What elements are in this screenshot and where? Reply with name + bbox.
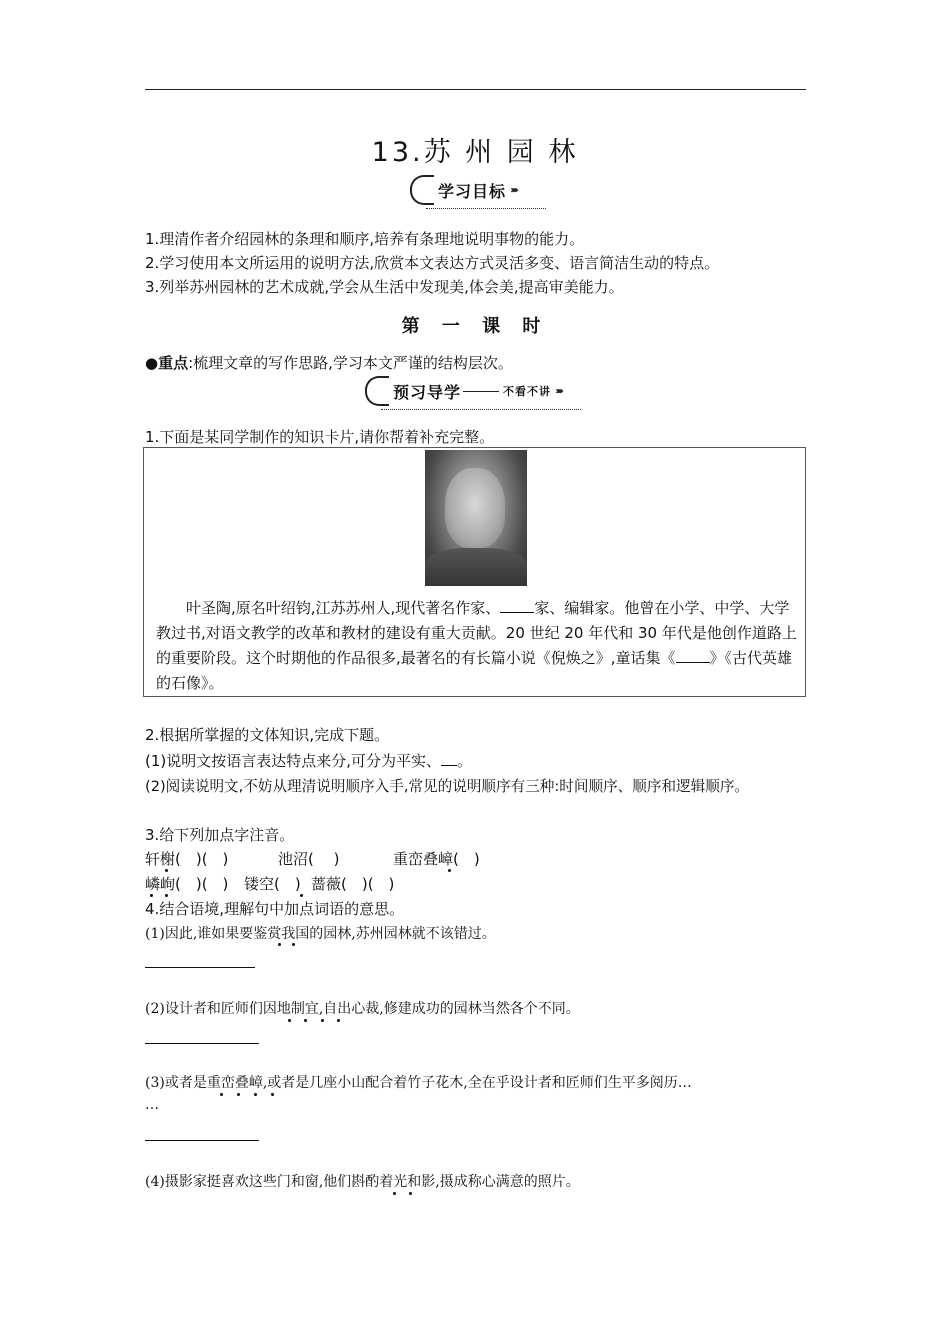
goals-banner-label: 学习目标	[438, 181, 507, 201]
goal-item: 3.列举苏州园林的艺术成就,学会从生活中发现美,体会美,提高审美能力。	[145, 278, 624, 296]
chevron-arrows-icon: ››››››	[510, 184, 517, 196]
chevron-arrows-icon: ››››››	[555, 385, 562, 397]
card-text: 叶圣陶,原名叶绍钧,江苏苏州人,现代著名作家、 家、编辑家。他曾在小学、中学、大学教过书,对语文教学的改革和教材的建设有重大贡献。20 世纪 20 年代和 30 年代是他创作道路上的重要阶段。这个时期他的作品很多,最著名的有长篇小说《倪焕之》,童话集《 》《古代英雄的石像》。	[156, 599, 797, 692]
focus-line	[145, 352, 513, 373]
period-title: 第 一 课 时	[401, 316, 549, 337]
q1-prompt: 1.下面是某同学制作的知识卡片,请你帮着补充完整。	[145, 428, 495, 446]
preview-banner-sub: 不看不讲	[503, 385, 552, 398]
emphasis-dot	[337, 1019, 340, 1022]
q4-item: (4)摄影家挺喜欢这些门和窗,他们斟酌着光和影,摄成称心满意的照片。	[145, 1174, 580, 1190]
pinyin-item: 重峦叠嶂( )	[393, 850, 480, 868]
emphasis-dot	[292, 943, 295, 946]
q2-sub1: (1)说明文按语言表达特点来分,可分为平实、 。	[145, 752, 473, 770]
pinyin-item: 嶙峋( )( )	[145, 875, 229, 893]
q4-item: (3)或者是重峦叠嶂,或者是几座小山配合着竹子花木,全在乎设计者和匠师们生平多阅历…	[145, 1075, 692, 1091]
emphasis-dot	[304, 1019, 307, 1022]
fill-blank[interactable]	[676, 648, 710, 663]
emphasis-dot	[254, 1093, 257, 1096]
goal-item: 1.理清作者介绍园林的条理和顺序,培养有条理地说明事物的能力。	[145, 230, 585, 248]
portrait-body	[425, 548, 527, 586]
emphasis-dot	[448, 869, 451, 872]
header-rule	[145, 89, 806, 90]
preview-banner	[365, 376, 561, 406]
pinyin-item: 池沼( )	[278, 850, 340, 868]
focus-text: :梳理文章的写作思路,学习本文严谨的结构层次。	[188, 354, 513, 372]
banner-underline	[381, 409, 581, 410]
banner-cap-icon	[365, 376, 389, 406]
goals-banner	[410, 175, 516, 205]
preview-banner-label: 预习导学	[393, 382, 462, 402]
q4-item: (1)因此,谁如果要鉴赏我国的园林,苏州园林就不该错过。	[145, 926, 496, 942]
emphasis-dot	[237, 1093, 240, 1096]
banner-underline	[426, 208, 546, 209]
q4-item-continuation: …	[145, 1097, 159, 1113]
author-portrait	[425, 450, 527, 586]
portrait-face	[445, 468, 505, 548]
emphasis-dot	[165, 869, 168, 872]
q4-item: (2)设计者和匠师们因地制宜,自出心裁,修建成功的园林当然各个不同。	[145, 1001, 580, 1017]
banner-dash	[463, 391, 499, 392]
answer-line[interactable]	[145, 1140, 259, 1141]
emphasis-dot	[165, 894, 168, 897]
pinyin-item: 轩榭( )( )	[145, 850, 229, 868]
answer-line[interactable]	[145, 967, 255, 968]
pinyin-item: 镂空( )	[244, 875, 301, 893]
q3-prompt: 3.给下列加点字注音。	[145, 826, 295, 844]
q2-sub2: (2)阅读说明文,不妨从理清说明顺序入手,常见的说明顺序有三种:时间顺序、顺序和逻辑顺序。	[145, 778, 750, 795]
emphasis-dot	[220, 1093, 223, 1096]
emphasis-dot	[321, 1019, 324, 1022]
q2-prompt: 2.根据所掌握的文体知识,完成下题。	[145, 726, 390, 744]
emphasis-dot	[300, 894, 303, 897]
emphasis-dot	[288, 1019, 291, 1022]
knowledge-card	[143, 447, 806, 697]
banner-cap-icon	[410, 175, 434, 205]
fill-blank[interactable]	[441, 751, 457, 766]
focus-label: ●重点	[145, 354, 189, 372]
emphasis-dot	[393, 1192, 396, 1195]
goal-item: 2.学习使用本文所运用的说明方法,欣赏本文表达方式灵活多变、语言简洁生动的特点。	[145, 254, 720, 272]
pinyin-item: 蔷薇( )( )	[311, 875, 395, 893]
lesson-title: 13.苏 州 园 林	[371, 137, 579, 168]
emphasis-dot	[409, 1192, 412, 1195]
emphasis-dot	[271, 1093, 274, 1096]
answer-line[interactable]	[145, 1043, 259, 1044]
fill-blank[interactable]	[500, 598, 534, 613]
emphasis-dot	[278, 943, 281, 946]
q4-prompt: 4.结合语境,理解句中加点词语的意思。	[145, 900, 405, 918]
emphasis-dot	[150, 894, 153, 897]
